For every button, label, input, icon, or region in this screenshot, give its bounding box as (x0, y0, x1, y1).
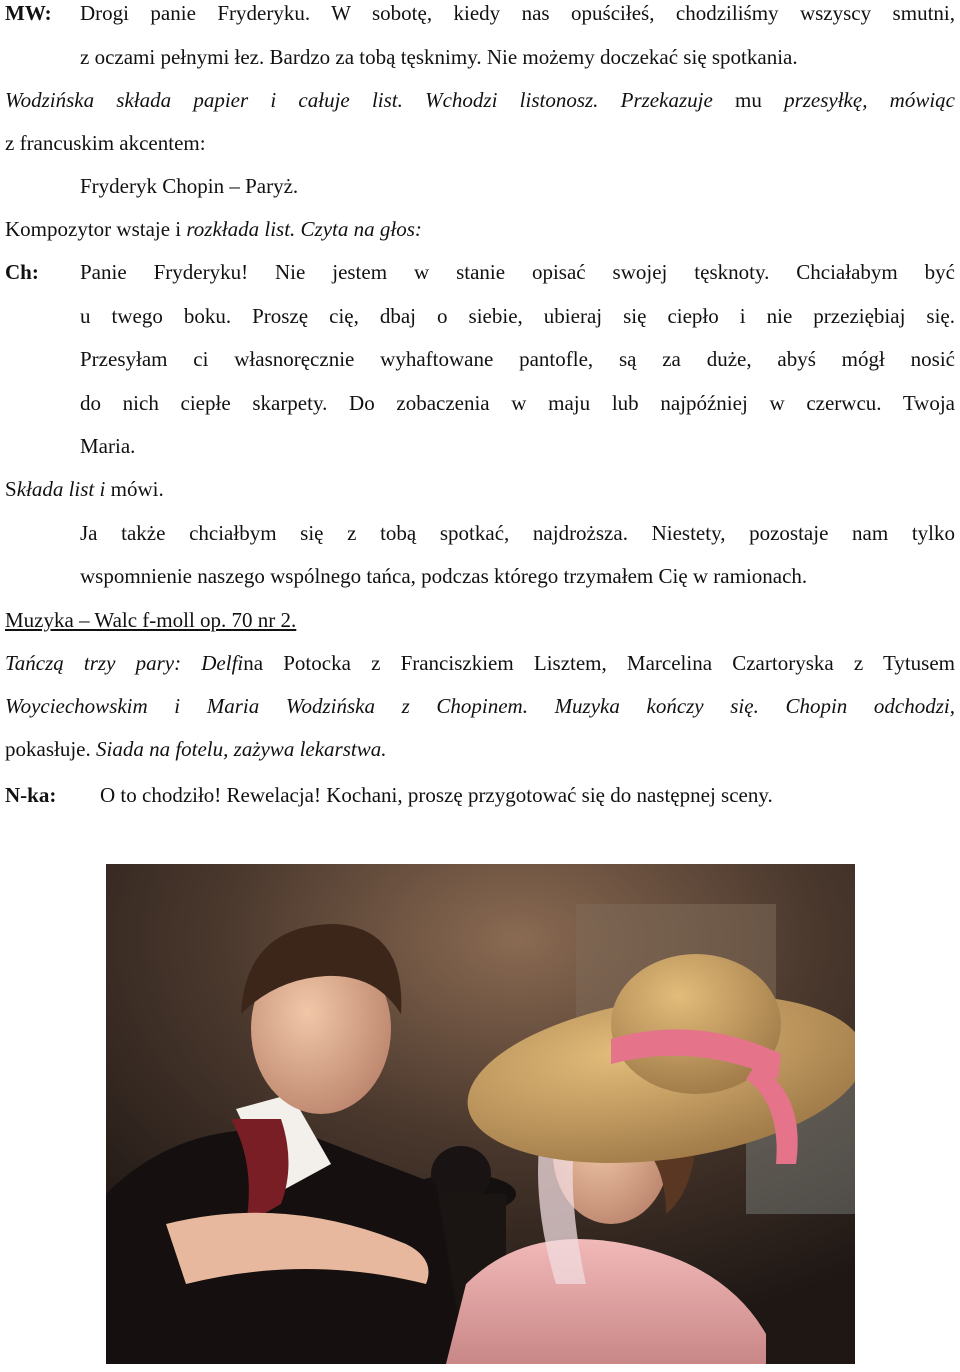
stage-4-part-4: Siada na fotelu, zażywa lekarstwa. (95, 737, 387, 761)
nka-line-1: O to chodziło! Rewelacja! Kochani, proszę przygotować się do następnej sceny. (100, 783, 773, 807)
stage-1-part-3: przesyłkę, mówiąc (784, 88, 955, 112)
speaker-nka: N-ka: (5, 783, 57, 807)
stage-1-part-1: Wodzińska składa papier i całuje list. Wchodzi listonosz. Przekazuje (5, 88, 713, 112)
stage-direction-4-line-1 (5, 650, 955, 676)
stage-3-part-2: kłada list i (16, 477, 111, 501)
stage-direction-2 (5, 216, 422, 242)
ch-line-2: u twego boku. Proszę cię, dbaj o siebie, ubieraj się ciepło i nie przeziębiaj się. (80, 304, 955, 328)
stage-3-part-3: mówi. (110, 477, 164, 501)
address-line: Fryderyk Chopin – Paryż. (80, 174, 299, 198)
stage-3-part-1: S (5, 477, 17, 501)
reply-line-1: Ja także chciałbym się z tobą spotkać, najdroższa. Niestety, pozostaje nam tylko (80, 521, 955, 545)
dance-photo-illustration (106, 864, 855, 1364)
stage-1-part-2: mu (712, 88, 785, 112)
reply-line-2: wspomnienie naszego wspólnego tańca, podczas którego trzymałem Cię w ramionach. (80, 564, 808, 588)
stage-direction-3 (5, 476, 164, 502)
stage-direction-4-line-2: Woyciechowskim i Maria Wodzińska z Chopinem. Muzyka kończy się. Chopin odchodzi, (5, 694, 955, 718)
ch-line-4: do nich ciepłe skarpety. Do zobaczenia w maju lub najpóźniej w czerwcu. Twoja (80, 391, 955, 415)
stage-direction-1-line-2: z francuskim akcentem: (5, 131, 206, 155)
stage-4-part-2: na Potocka z Franciszkiem Lisztem, Marcelina Czartoryska z Tytusem (243, 651, 955, 675)
mw-line-2: z oczami pełnymi łez. Bardzo za tobą tęsknimy. Nie możemy doczekać się spotkania. (80, 45, 798, 69)
ch-line-1: Panie Fryderyku! Nie jestem w stanie opisać swojej tęsknoty. Chciałabym być (80, 260, 955, 284)
ch-line-3: Przesyłam ci własnoręcznie wyhaftowane pantofle, są za duże, abyś mógł nosić (80, 347, 955, 371)
music-cue: Muzyka – Walc f-moll op. 70 nr 2. (5, 608, 297, 632)
stage-2-part-2: rozkłada list. Czyta na głos: (186, 217, 422, 241)
stage-direction-1-line-1 (5, 87, 955, 113)
mw-line-1: Drogi panie Fryderyku. W sobotę, kiedy nas opuściłeś, chodziliśmy wszyscy smutni, (80, 1, 955, 25)
ch-line-5: Maria. (80, 434, 136, 458)
stage-4-part-1: Tańczą trzy pary: Delfi (5, 651, 244, 675)
speaker-ch: Ch: (5, 260, 39, 284)
stage-4-part-3: pokasłuje. (5, 737, 96, 761)
dance-photo (106, 864, 855, 1364)
stage-direction-4-line-3 (5, 736, 386, 762)
stage-2-part-1: Kompozytor wstaje i (5, 217, 187, 241)
speaker-mw: MW: (5, 1, 52, 25)
